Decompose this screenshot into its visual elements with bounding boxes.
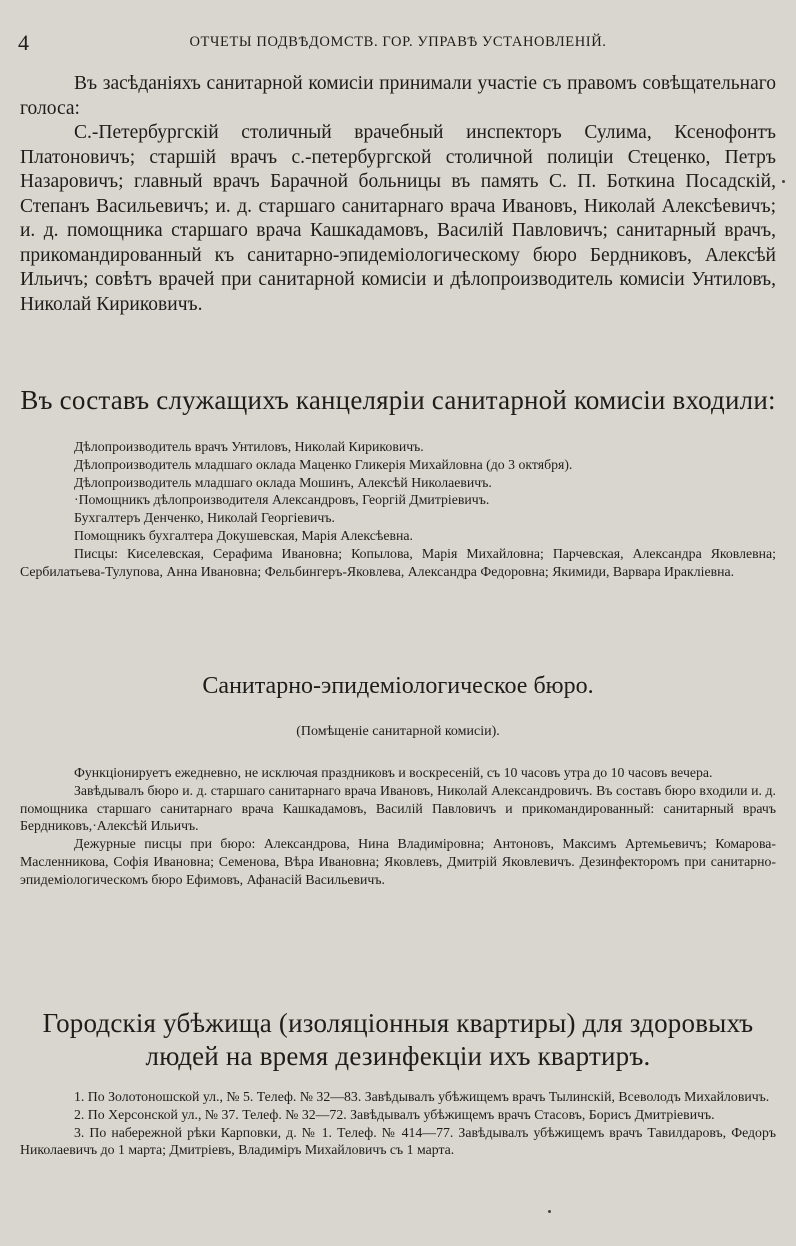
staff-line: Бухгалтеръ Денченко, Николай Георгiевичъ. <box>74 510 335 526</box>
shelter-item: 2. По Херсонской ул., № 37. Телеф. № 32—72. Завѣдывалъ убѣжищемъ врачъ Стасовъ, Борисъ Дмитрiевичъ. <box>74 1106 715 1122</box>
running-head: ОТЧЕТЫ ПОДВѢДОМСТВ. ГОР. УПРАВѢ УСТАНОВЛЕНIЙ. <box>189 34 607 50</box>
staff-line: Дѣлопроизводитель младшаго оклада Маценко Гликерiя Михайловна (до 3 октября). <box>74 456 573 472</box>
bureau-title: Санитарно-эпидемiологическое бюро. <box>202 673 594 699</box>
staff-line: ·Помощникъ дѣлопроизводителя Александровъ, Георгiй Дмитрiевичъ. <box>74 492 490 508</box>
bureau-paragraph-2: Завѣдывалъ бюро и. д. старшаго санитарнаго врача Ивановъ, Николай Александровичъ. Въ составъ бюро входили и. д. помощника старшаго санитарнаго врача Кашкадамовъ, Василiй Павловичъ и прикомандированный: санитарный врачъ Бердниковъ,·Алексѣй Ильичъ. <box>20 782 776 834</box>
bureau-paragraph-1: Функцiонируетъ ежедневно, не исключая праздниковъ и воскресенiй, съ 10 часовъ утра до 10 часовъ вечера. <box>74 765 713 780</box>
staff-list <box>20 438 776 580</box>
print-speck <box>782 180 785 183</box>
staff-line: Помощникъ бухгалтера Докушевская, Марiя Алексѣевна. <box>74 527 413 543</box>
shelter-item: 1. По Золотоношской ул., № 5. Телеф. № 32—83. Завѣдывалъ убѣжищемъ врачъ Тылинскiй, Всеволодъ Михайловичъ. <box>74 1089 770 1104</box>
bureau-paragraph-3: Дежурные писцы при бюро: Александрова, Нина Владимiровна; Антоновъ, Максимъ Артемьевичъ; Комарова-Масленникова, Софiя Ивановна; Семенова, Вѣра Ивановна; Яковлевъ, Дмитрiй Яковлевичъ. Дезинфекторомъ при санитарно-эпидемiологическомъ бюро Ефимовъ, Афанасiй Васильевичъ. <box>20 836 776 887</box>
intro-paragraph-1: Въ засѣданiяхъ санитарной комисiи принимали участiе съ правомъ совѣщательнаго голоса: <box>20 73 776 119</box>
shelter-item: 3. По набережной рѣки Карповки, д. № 1. Телеф. № 414—77. Завѣдывалъ убѣжищемъ врачъ Тавилдаровъ, Федоръ Николаевичъ до 1 марта; Дмитрiевъ, Владимiръ Михайловичъ съ 1 марта. <box>20 1124 776 1158</box>
bureau-subtitle: (Помѣщенiе санитарной комисiи). <box>296 724 500 739</box>
page-header <box>18 30 778 55</box>
staff-line: Дѣлопроизводитель врачъ Унтиловъ, Николай Кириковичъ. <box>74 439 424 454</box>
intro-section <box>20 72 776 317</box>
print-speck <box>548 1210 551 1213</box>
staff-section-title: Въ составъ служащихъ канцелярiи санитарной комисiи входили: <box>20 385 776 415</box>
shelters-list <box>20 1088 776 1159</box>
intro-paragraph-2: С.-Петербургскiй столичный врачебный инспекторъ Сулима, Ксенофонтъ Платоновичъ; старшiй врачъ с.-петербургской столичной полицiи Стеценко, Петръ Назаровичъ; главный врачъ Барачной больницы въ память С. П. Боткина Посадскiй, Степанъ Васильевичъ; и. д. старшаго санитарнаго врача Ивановъ, Николай Алексѣевичъ; и. д. помощника старшаго врача Кашкадамовъ, Василiй Павловичъ; санитарный врачъ, прикомандированный къ санитарно-эпидемiологическому бюро Бердниковъ, Алексѣй Ильичъ; совѣтъ врачей при санитарной комисiи и дѣлопроизводитель комисiи Унтиловъ, Николай Кириковичъ. <box>20 122 776 315</box>
shelters-title-line-1: Городскiя убѣжища (изоляцiонныя квартиры) для здоровыхъ <box>42 1008 754 1038</box>
shelters-title-line-2: людей на время дезинфекцiи ихъ квартиръ. <box>145 1041 651 1071</box>
scribes-paragraph: Писцы: Киселевская, Серафима Ивановна; Копылова, Марiя Михайловна; Парчевская, Александра Яковлевна; Сербилатьева-Тулупова, Анна Ивановна; Фельбингеръ-Яковлева, Александра Федоровна; Якимиди, Варвара Ираклiевна. <box>20 545 776 579</box>
bureau-section <box>20 764 776 889</box>
staff-line: Дѣлопроизводитель младшаго оклада Мошинъ, Алексѣй Николаевичъ. <box>74 474 492 490</box>
page-number: 4 <box>18 30 29 55</box>
